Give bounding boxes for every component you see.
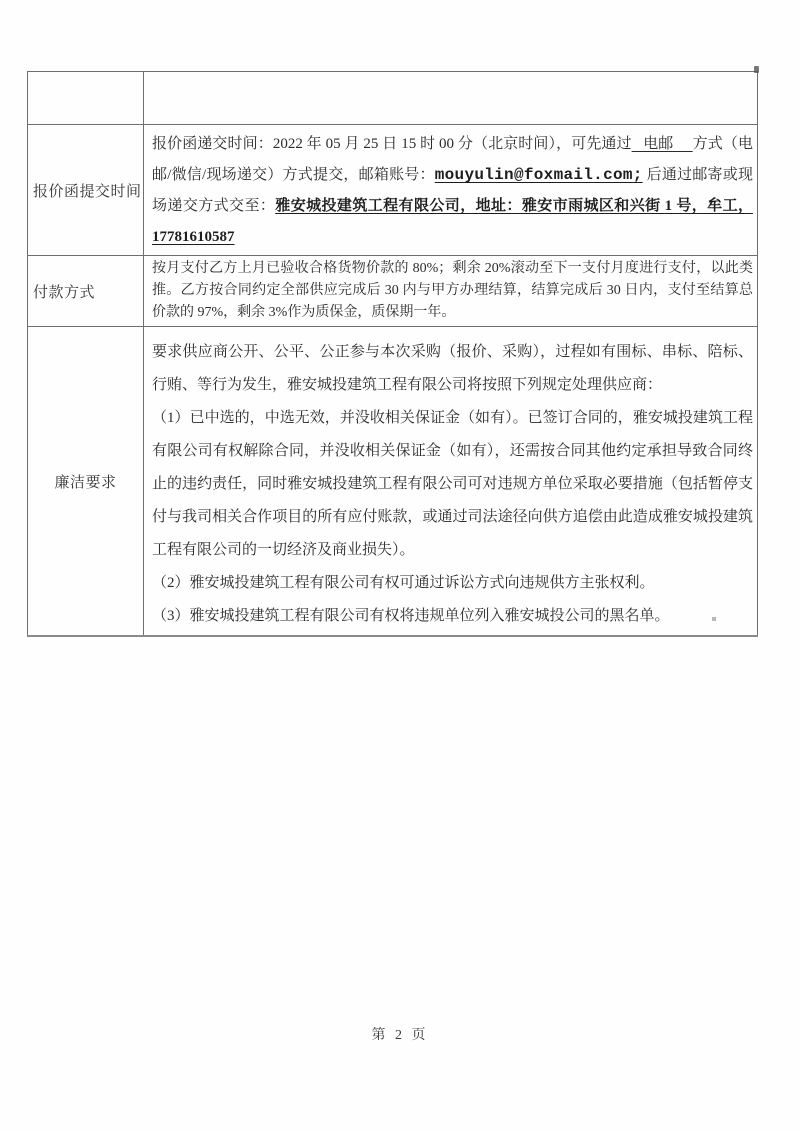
row-content-integrity: 要求供应商公开、公平、公正参与本次采购（报价、采购），过程如有围标、串标、陪标、行贿、等行为发生，雅安城投建筑工程有限公司将按照下列规定处理供应商： （1）已中选的，中选无效，并没收相关保证金（如有）。已签订合同的，雅安城投建筑工程有限公司有权解除合同，并没收相关保证金（如有），还需按合同其他约定承担导致合同终止的违约责任，同时雅安城投建筑工程有限公司可对违规方单位采取必要措施（包括暂停支付与我司相关合作项目的所有应付账款，或通过司法途径向供方追偿由此造成雅安城投建筑工程有限公司的一切经济及商业损失）。 （2）雅安城投建筑工程有限公司有权可通过诉讼方式向违规供方主张权利。 （3）雅安城投建筑工程有限公司有权将违规单位列入雅安城投公司的黑名单。 [144, 327, 758, 637]
row-label-payment-method: 付款方式 [28, 256, 144, 327]
row-content-empty [144, 72, 758, 125]
scan-artifact-corner [754, 66, 759, 73]
table-row-quotation-time [28, 125, 758, 256]
row-label-quotation-time: 报价函提交时间 [28, 125, 144, 256]
table-row-payment-method [28, 256, 758, 327]
row-content-payment-method: 按月支付乙方上月已验收合格货物价款的 80%；剩余 20%滚动至下一支付月度进行支付，以此类推。乙方按合同约定全部供应完成后 30 内与甲方办理结算，结算完成后 30 日内，支付至结算总价款的 97%，剩余 3%作为质保金，质保期一年。 [144, 256, 758, 327]
page-number: 第 2 页 [371, 1028, 429, 1043]
table-row-integrity [28, 327, 758, 637]
row-content-quotation-time: 报价函递交时间：2022 年 05 月 25 日 15 时 00 分（北京时间），可先通过 电邮 方式（电邮/微信/现场递交）方式提交，邮箱账号：mouyulin@foxmail.com; 后通过邮寄或现场递交方式交至：雅安城投建筑工程有限公司，地址：雅安市雨城区和兴街 1 号，牟工，17781610587 [144, 125, 758, 256]
scan-artifact-speck [712, 617, 716, 621]
row-label-empty [28, 72, 144, 125]
row-label-integrity: 廉洁要求 [28, 327, 144, 637]
table-row-empty [28, 72, 758, 125]
quotation-info-table [27, 71, 758, 637]
